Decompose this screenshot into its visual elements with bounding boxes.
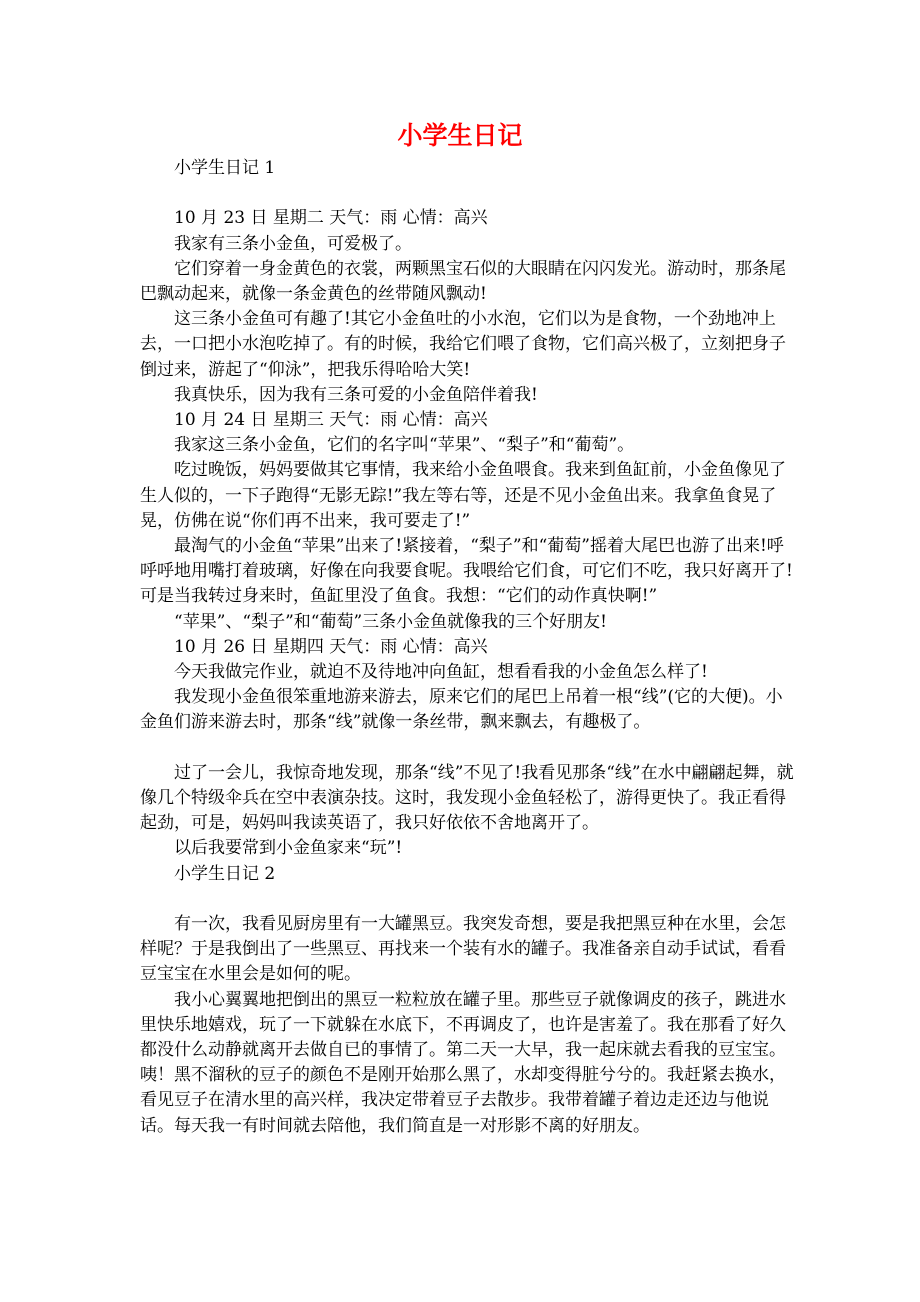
paragraph: 10 月 26 日 星期四 天气：雨 心情：高兴 <box>174 636 488 657</box>
paragraph: 这三条小金鱼可有趣了!其它小金鱼吐的小水泡，它们以为是食物，一个劲地冲上去，一口把小水泡吃掉了。有的时候，我给它们喂了食物，它们高兴极了，立刻把身子倒过来，游起了“仰泳”，把我乐得哈哈大笑! <box>140 309 786 380</box>
document-title: 小学生日记 <box>397 121 523 150</box>
paragraph: 我家有三条小金鱼，可爱极了。 <box>174 233 412 254</box>
paragraph: 我家这三条小金鱼，它们的名字叫“苹果”、“梨子”和“葡萄”。 <box>174 435 635 456</box>
paragraph: 小学生日记 1 <box>174 158 276 178</box>
paragraph: 吃过晚饭，妈妈要做其它事情，我来给小金鱼喂食。我来到鱼缸前，小金鱼像见了生人似的，一下子跑得“无影无踪!”我左等右等，还是不见小金鱼出来。我拿鱼食晃了晃，仿佛在说“你们再不出来，我可要走了!” <box>140 460 786 531</box>
paragraph: 有一次，我看见厨房里有一大罐黑豆。我突发奇想，要是我把黑豆种在水里，会怎样呢？于是我倒出了一些黑豆、再找来一个装有水的罐子。我准备亲自动手试试，看看豆宝宝在水里会是如何的呢。 <box>140 914 786 985</box>
paragraph: 最淘气的小金鱼“苹果”出来了!紧接着，“梨子”和“葡萄”摇着大尾巴也游了出来!呼呼呼地用嘴打着玻璃，好像在向我要食呢。我喂给它们食，可它们不吃，我只好离开了!可是当我转过身来时，鱼缸里没了鱼食。我想：“它们的动作真快啊!” <box>140 536 793 607</box>
paragraph: 以后我要常到小金鱼家来“玩”! <box>174 838 403 859</box>
paragraph: 我小心翼翼地把倒出的黑豆一粒粒放在罐子里。那些豆子就像调皮的孩子，跳进水里快乐地嬉戏，玩了一下就躲在水底下，不再调皮了，也许是害羞了。我在那看了好久都没什么动静就离开去做自已的事情了。第二天一大早，我一起床就去看我的豆宝宝。咦！黑不溜秋的豆子的颜色不是刚开始那么黑了，水却变得脏兮兮的。我赶紧去换水，看见豆子在清水里的高兴样，我决定带着豆子去散步。我带着罐子着边走还边与他说话。每天我一有时间就去陪他，我们简直是一对形影不离的好朋友。 <box>140 989 786 1136</box>
paragraph: 我发现小金鱼很笨重地游来游去，原来它们的尾巴上吊着一根“线”(它的大便)。小金鱼们游来游去时，那条“线”就像一条丝带，飘来飘去，有趣极了。 <box>140 687 783 733</box>
blank-line <box>140 736 795 761</box>
paragraph: 我真快乐，因为我有三条可爱的小金鱼陪伴着我! <box>174 384 538 405</box>
blank-line <box>140 181 795 206</box>
document-body <box>140 156 795 1139</box>
paragraph: 10 月 23 日 星期二 天气：雨 心情：高兴 <box>174 208 488 229</box>
paragraph: 它们穿着一身金黄色的衣裳，两颗黑宝石似的大眼睛在闪闪发光。游动时，那条尾巴飘动起来，就像一条金黄色的丝带随风飘动! <box>140 258 786 304</box>
blank-line <box>140 887 795 912</box>
paragraph: “苹果”、“梨子”和“葡萄”三条小金鱼就像我的三个好朋友! <box>174 611 607 632</box>
paragraph: 过了一会儿，我惊奇地发现，那条“线”不见了!我看见那条“线”在水中翩翩起舞，就像几个特级伞兵在空中表演杂技。这时，我发现小金鱼轻松了，游得更快了。我正看得起劲，可是，妈妈叫我读英语了，我只好依依不舍地离开了。 <box>140 762 794 834</box>
paragraph: 10 月 24 日 星期三 天气：雨 心情：高兴 <box>174 410 488 431</box>
paragraph: 小学生日记 2 <box>174 863 276 884</box>
paragraph: 今天我做完作业，就迫不及待地冲向鱼缸，想看看我的小金鱼怎么样了! <box>174 662 708 683</box>
